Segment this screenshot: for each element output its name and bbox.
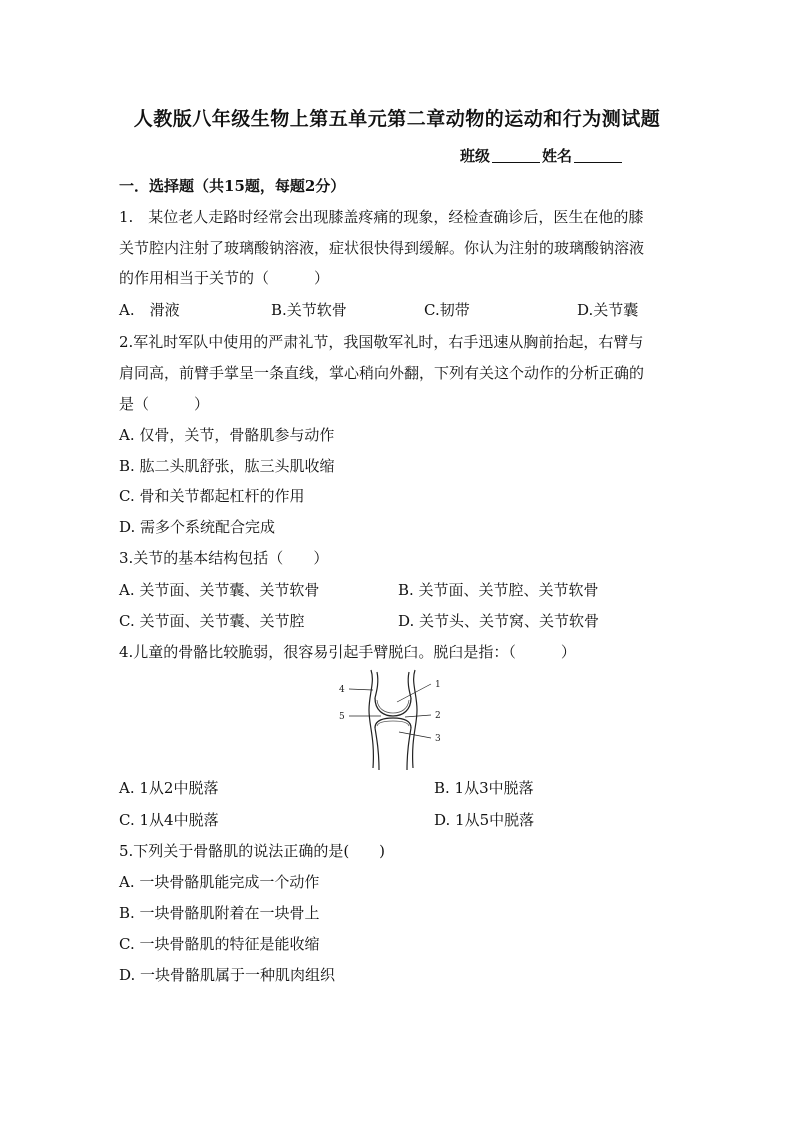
name-label: 姓名 <box>542 147 573 165</box>
q3-stem: 3.关节的基本结构包括（ ） <box>119 549 329 567</box>
class-name-line <box>460 145 624 166</box>
joint-socket-cartilage <box>377 721 409 726</box>
q1-line-1: 1. 某位老人走路时经常会出现膝盖疼痛的现象，经检查确诊后，医生在他的膝 <box>119 208 644 226</box>
joint-diagram <box>335 668 447 774</box>
upper-bone-right-edge <box>408 672 411 698</box>
q5-option-a[interactable]: A. 一块骨骼肌能完成一个动作 <box>119 873 320 891</box>
q5-stem: 5.下列关于骨骼肌的说法正确的是( ) <box>119 842 386 860</box>
label-5: 5 <box>339 712 345 722</box>
q1-line-2: 关节腔内注射了玻璃酸钠溶液，症状很快得到缓解。你认为注射的玻璃酸钠溶液 <box>119 239 645 257</box>
q4-option-b[interactable]: B. 1从3中脱落 <box>434 779 534 797</box>
q2-option-a[interactable]: A. 仅骨，关节，骨骼肌参与动作 <box>119 426 335 444</box>
q2-option-d[interactable]: D. 需多个系统配合完成 <box>119 518 276 536</box>
q5-option-b[interactable]: B. 一块骨骼肌附着在一块骨上 <box>119 904 320 922</box>
q4-stem: 4.儿童的骨骼比较脆弱，很容易引起手臂脱臼。脱臼是指：（ ） <box>119 643 576 661</box>
q5-option-c[interactable]: C. 一块骨骼肌的特征是能收缩 <box>119 935 320 953</box>
q2-option-c[interactable]: C. 骨和关节都起杠杆的作用 <box>119 487 305 505</box>
q1-option-b[interactable]: B.关节软骨 <box>271 301 347 319</box>
q3-option-d[interactable]: D. 关节头、关节窝、关节软骨 <box>398 612 600 630</box>
q4-option-a[interactable]: A. 1从2中脱落 <box>119 779 219 797</box>
page-title: 人教版八年级生物上第五单元第二章动物的运动和行为测试题 <box>133 108 661 130</box>
class-blank[interactable] <box>492 148 540 163</box>
name-blank[interactable] <box>574 148 622 163</box>
joint-head-cartilage <box>377 700 409 713</box>
q1-option-a[interactable]: A. 滑液 <box>119 301 180 319</box>
q5-option-d[interactable]: D. 一块骨骼肌属于一种肌肉组织 <box>119 966 336 984</box>
q4-option-d[interactable]: D. 1从5中脱落 <box>434 811 535 829</box>
class-label: 班级 <box>460 147 491 165</box>
q3-option-b[interactable]: B. 关节面、关节腔、关节软骨 <box>398 581 599 599</box>
lower-bone-left-edge <box>375 728 379 770</box>
leader-4 <box>349 689 373 690</box>
upper-bone-left-edge <box>375 672 378 698</box>
leader-2 <box>405 715 431 717</box>
label-3: 3 <box>435 734 441 744</box>
label-1: 1 <box>435 680 441 690</box>
section-heading: 一．选择题（共15题，每题2分） <box>119 177 346 195</box>
joint-capsule-left <box>369 670 373 768</box>
q4-option-c[interactable]: C. 1从4中脱落 <box>119 811 219 829</box>
label-2: 2 <box>435 711 441 721</box>
q2-option-b[interactable]: B. 肱二头肌舒张，肱三头肌收缩 <box>119 457 335 475</box>
q1-option-c[interactable]: C.韧带 <box>424 301 470 319</box>
q3-option-c[interactable]: C. 关节面、关节囊、关节腔 <box>119 612 305 630</box>
joint-capsule-right <box>413 670 417 768</box>
q2-line-3: 是（ ） <box>119 395 210 413</box>
q2-line-2: 肩同高，前臂手掌呈一条直线，掌心稍向外翻，下列有关这个动作的分析正确的 <box>119 364 645 382</box>
q1-line-3: 的作用相当于关节的（ ） <box>119 269 330 287</box>
q2-line-1: 2.军礼时军队中使用的严肃礼节，我国敬军礼时，右手迅速从胸前抬起，右臂与 <box>119 333 644 351</box>
q3-option-a[interactable]: A. 关节面、关节囊、关节软骨 <box>119 581 320 599</box>
q1-option-d[interactable]: D.关节囊 <box>577 301 639 319</box>
label-4: 4 <box>339 685 345 695</box>
